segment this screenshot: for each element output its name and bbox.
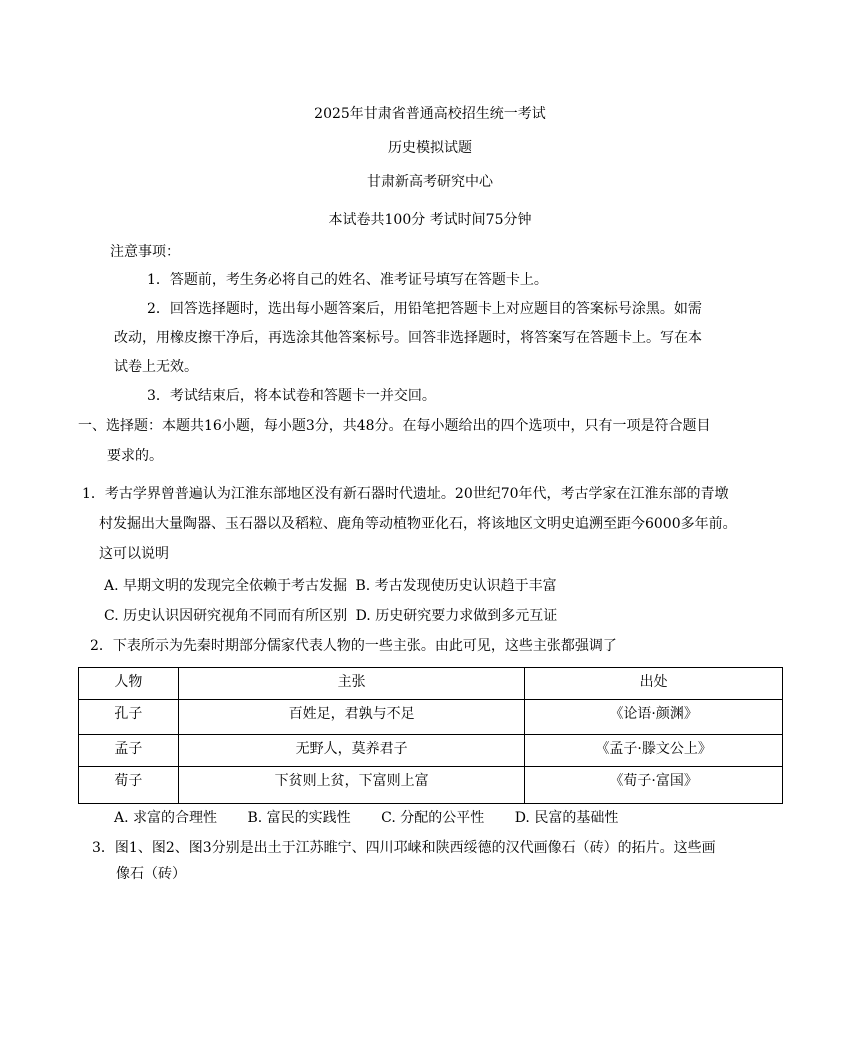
table-cell: 孔子 [79,700,179,735]
q1-options-row-1 [104,576,557,596]
q1-stem-line-3: 这可以说明 [99,546,169,562]
q2-option-d: D. 民富的基础性 [514,810,619,826]
table-row [79,700,783,735]
table-cell: 百姓足，君孰与不足 [178,700,524,735]
q2-table [78,667,783,804]
table-cell: 无野人，莫养君子 [178,735,524,767]
table-cell: 《孟子·滕文公上》 [525,735,783,767]
q2-option-a: A. 求富的合理性 [114,810,218,826]
q1-stem-line-1: 1．考古学界曾普遍认为江淮东部地区没有新石器时代遗址。20世纪70年代，考古学家在江淮东部的青墩 [82,486,729,502]
q1-option-a: A. 早期文明的发现完全依赖于考古发掘 [104,578,348,594]
notice-item-1: 1．答题前，考生务必将自己的姓名、准考证号填写在答题卡上。 [147,272,548,288]
q2-option-b: B. 富民的实践性 [247,810,351,826]
q1-stem-line-2: 村发掘出大量陶器、玉石器以及稻粒、鹿角等动植物亚化石，将该地区文明史追溯至距今6000多年前。 [99,516,737,532]
q3-stem-line-1: 3．图1、图2、图3分别是出土于江苏睢宁、四川邛崃和陕西绥德的汉代画像石（砖）的拓片。这些画 [92,840,716,856]
notice-item-2-line-2: 改动，用橡皮擦干净后，再选涂其他答案标号。回答非选择题时，将答案写在答题卡上。写在本 [114,330,702,346]
notice-heading: 注意事项： [110,244,180,260]
table-header-cell: 出处 [525,668,783,700]
q1-option-d: D. 历史研究要力求做到多元互证 [355,608,558,624]
section-heading-line-2: 要求的。 [107,448,163,464]
table-row [79,735,783,767]
table-header-row [79,668,783,700]
table-cell: 《荀子·富国》 [525,767,783,804]
table-header-cell: 人物 [79,668,179,700]
q2-options-row [114,808,618,828]
notice-item-3: 3．考试结束后，将本试卷和答题卡一并交回。 [147,388,436,404]
exam-org: 甘肃新高考研究中心 [367,174,493,190]
q2-option-c: C. 分配的公平性 [381,810,485,826]
q3-stem-line-2: 像石（砖） [116,866,186,882]
notice-item-2-line-3: 试卷上无效。 [114,359,198,375]
exam-subtitle: 历史模拟试题 [388,140,472,156]
q1-options-row-2 [104,606,557,626]
exam-title: 2025年甘肃省普通高校招生统一考试 [314,106,546,122]
section-heading-line-1: 一、选择题：本题共16小题，每小题3分，共48分。在每小题给出的四个选项中，只有一项是符合题目 [78,418,711,434]
table-cell: 荀子 [79,767,179,804]
notice-item-2-line-1: 2．回答选择题时，选出每小题答案后，用铅笔把答题卡上对应题目的答案标号涂黑。如需 [147,301,702,317]
q1-option-c: C. 历史认识因研究视角不同而有所区别 [104,608,348,624]
table-cell: 《论语·颜渊》 [525,700,783,735]
table-cell: 下贫则上贫，下富则上富 [178,767,524,804]
exam-info: 本试卷共100分 考试时间75分钟 [328,212,532,228]
table-header-cell: 主张 [178,668,524,700]
table-row [79,767,783,804]
q2-stem: 2．下表所示为先秦时期部分儒家代表人物的一些主张。由此可见，这些主张都强调了 [90,638,617,654]
q1-option-b: B. 考古发现使历史认识趋于丰富 [355,578,557,594]
table-cell: 孟子 [79,735,179,767]
